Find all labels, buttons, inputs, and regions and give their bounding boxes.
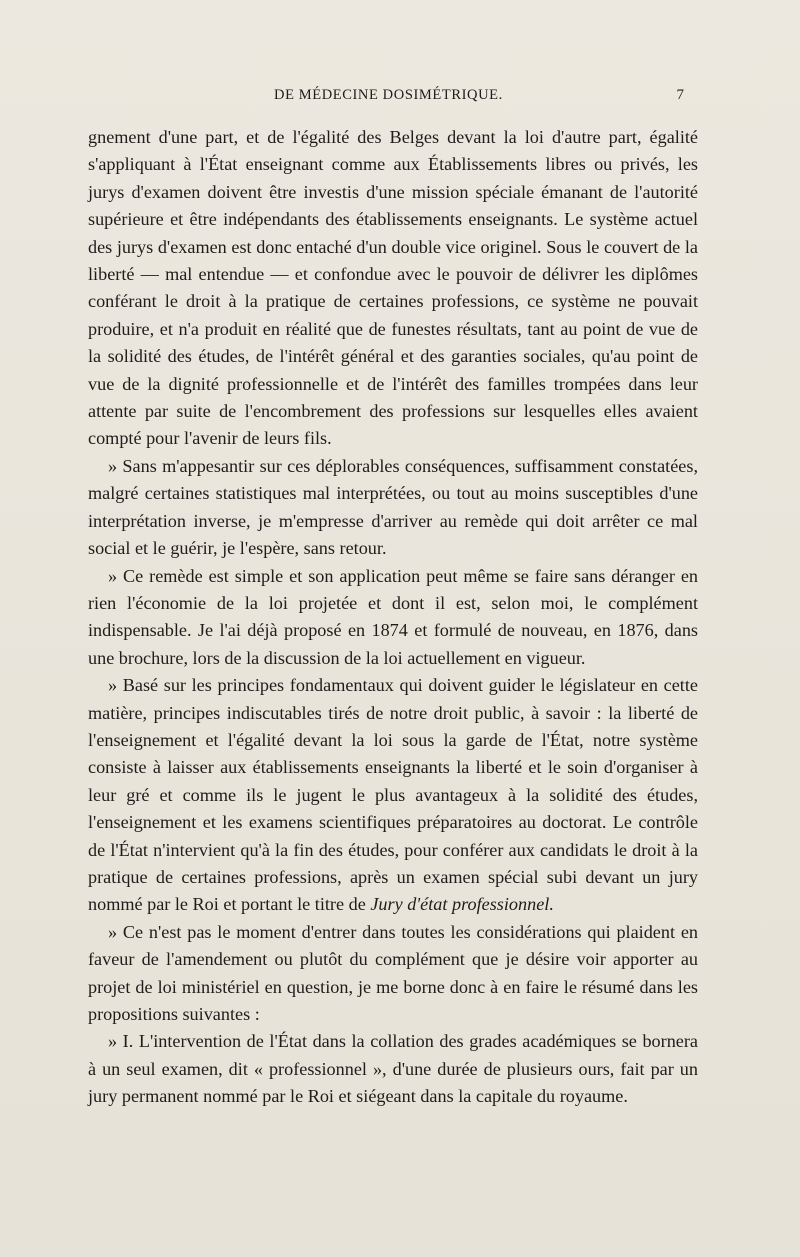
- paragraph-1: gnement d'une part, et de l'égalité des Belges devant la loi d'autre part, égalité s'appliquant à l'État enseignant comme aux Établissements libres ou privés, les jurys d'examen doivent être investis d'une mission spéciale émanant de l'autorité supérieure et être indépendants des établissements enseignants. Le système actuel des jurys d'examen est donc entaché d'un double vice originel. Sous le couvert de la liberté — mal entendue — et confondue avec le pouvoir de délivrer les diplômes conférant le droit à la pratique de certaines professions, ce système ne pouvait produire, et n'a produit en réalité que de funestes résultats, tant au point de vue de la solidité des études, de l'intérêt général et des garanties sociales, qu'au point de vue de la dignité professionnelle et de l'intérêt des familles trompées dans leur attente par suite de l'encombrement des professions sur lesquelles elles avaient compté pour l'avenir de leurs fils.: [88, 127, 698, 449]
- paragraph-3: » Ce remède est simple et son application peut même se faire sans déranger en rien l'économie de la loi projetée et dont il est, selon moi, le complément indispensable. Je l'ai déjà proposé en 1874 et formulé de nouveau, en 1876, dans une brochure, lors de la discussion de la loi actuellement en vigueur.: [88, 565, 698, 668]
- running-title: DE MÉDECINE DOSIMÉTRIQUE.: [274, 87, 503, 103]
- body-text: [88, 124, 698, 1111]
- italic-jury-title: Jury d'état professionnel.: [370, 894, 554, 915]
- page-header: [88, 87, 688, 111]
- page-number: 7: [676, 87, 684, 103]
- paragraph-4: [88, 672, 698, 919]
- paragraph-6: » I. L'intervention de l'État dans la collation des grades académiques se bornera à un seul examen, dit « professionnel », d'une durée de plusieurs ours, fait par un jury permanent nommé par le Roi et siégeant dans la capitale du royaume.: [88, 1031, 698, 1107]
- paragraph-5: » Ce n'est pas le moment d'entrer dans toutes les considérations qui plaident en faveur de l'amendement ou plutôt du complément que je désire voir apporter au projet de loi ministériel en question, je me borne donc à en faire le résumé dans les propositions suivantes :: [88, 921, 698, 1024]
- paragraph-4-text: » Basé sur les principes fondamentaux qui doivent guider le législateur en cette matière, principes indiscutables tirés de notre droit public, à savoir : la liberté de l'enseignement et l'égalité devant la loi sous la garde de l'État, notre système consiste à laisser aux établissements enseignants la liberté et le soin d'organiser à leur gré et comme ils le jugent le plus avantageux à la solidité des études, l'enseignement et les examens scientifiques préparatoires au doctorat. Le contrôle de l'État n'intervient qu'à la fin des études, pour conférer aux candidats le droit à la pratique de certaines professions, après un examen spécial subi devant un jury nommé par le Roi et portant le titre de: [88, 675, 698, 915]
- paragraph-2: » Sans m'appesantir sur ces déplorables conséquences, suffisamment constatées, malgré certaines statistiques mal interprétées, ou tout au moins susceptibles d'une interprétation inverse, je m'empresse d'arriver au remède qui doit arrêter ce mal social et le guérir, je l'espère, sans retour.: [88, 455, 698, 559]
